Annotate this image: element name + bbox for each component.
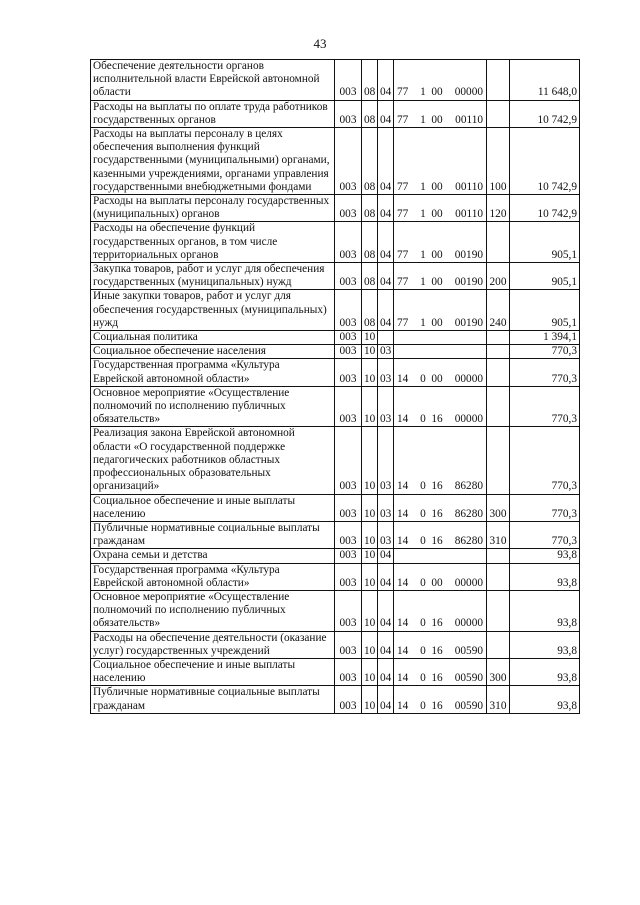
- row-name: Иные закупки товаров, работ и услуг для обеспечения государственных (муниципальных) нужд: [91, 290, 335, 331]
- table-row: [91, 359, 580, 386]
- direction-code: 00190: [454, 248, 483, 261]
- expense-type-code: 310: [487, 686, 510, 713]
- amount: 905,1: [510, 263, 580, 290]
- amount: 770,3: [510, 427, 580, 494]
- amount: 93,8: [510, 563, 580, 590]
- subprogram-code: 1: [420, 276, 426, 289]
- section-code: 08: [362, 128, 378, 195]
- target-article-code: [394, 128, 487, 195]
- program-code: 14: [397, 372, 409, 385]
- event-code: 16: [431, 644, 443, 657]
- subsection-code: 04: [378, 631, 394, 658]
- row-name: Государственная программа «Культура Еврейской автономной области»: [91, 359, 335, 386]
- subsection-code: 03: [378, 345, 394, 359]
- grbs-code: 003: [335, 494, 362, 521]
- target-article-code: [394, 549, 487, 563]
- amount: 93,8: [510, 549, 580, 563]
- expense-type-code: 200: [487, 263, 510, 290]
- subsection-code: 04: [378, 263, 394, 290]
- row-name: Публичные нормативные социальные выплаты гражданам: [91, 686, 335, 713]
- section-code: 10: [362, 359, 378, 386]
- direction-code: 00000: [454, 617, 483, 630]
- row-name: Государственная программа «Культура Еврейской автономной области»: [91, 563, 335, 590]
- amount: 11 648,0: [510, 60, 580, 101]
- table-row: [91, 263, 580, 290]
- section-code: 08: [362, 195, 378, 222]
- budget-table-body: [91, 60, 580, 714]
- program-code: 77: [397, 208, 409, 221]
- direction-code: 00590: [454, 699, 483, 712]
- target-article-code: [394, 427, 487, 494]
- subprogram-code: 0: [420, 699, 426, 712]
- grbs-code: 003: [335, 427, 362, 494]
- subsection-code: 04: [378, 60, 394, 101]
- subsection-code: 03: [378, 386, 394, 427]
- grbs-code: 003: [335, 658, 362, 685]
- row-name: Охрана семьи и детства: [91, 549, 335, 563]
- program-code: 14: [397, 576, 409, 589]
- amount: 93,8: [510, 631, 580, 658]
- section-code: 10: [362, 563, 378, 590]
- subprogram-code: 1: [420, 208, 426, 221]
- expense-type-code: [487, 60, 510, 101]
- program-code: 14: [397, 699, 409, 712]
- subsection-code: 04: [378, 290, 394, 331]
- target-article-code: [394, 521, 487, 548]
- row-name: Расходы на выплаты персоналу в целях обеспечения выполнения функций государственными (муниципальными) органами, казенными учреждениями, органами управления государственными внебюджетными фондами: [91, 128, 335, 195]
- subprogram-code: 1: [420, 180, 426, 193]
- direction-code: 86280: [454, 535, 483, 548]
- amount: 1 394,1: [510, 331, 580, 345]
- program-code: 77: [397, 276, 409, 289]
- amount: 93,8: [510, 590, 580, 631]
- target-article-code: [394, 345, 487, 359]
- subprogram-code: 1: [420, 113, 426, 126]
- event-code: 16: [431, 672, 443, 685]
- table-row: [91, 222, 580, 263]
- subprogram-code: 0: [420, 576, 426, 589]
- row-name: Основное мероприятие «Осуществление полномочий по исполнению публичных обязательств»: [91, 386, 335, 427]
- subsection-code: 03: [378, 494, 394, 521]
- target-article-code: [394, 386, 487, 427]
- section-code: 08: [362, 100, 378, 127]
- amount: 770,3: [510, 386, 580, 427]
- grbs-code: 003: [335, 345, 362, 359]
- grbs-code: 003: [335, 359, 362, 386]
- expense-type-code: 300: [487, 494, 510, 521]
- program-code: 14: [397, 507, 409, 520]
- direction-code: 00000: [454, 576, 483, 589]
- event-code: 16: [431, 617, 443, 630]
- target-article-code: [394, 195, 487, 222]
- direction-code: 00590: [454, 672, 483, 685]
- expense-type-code: [487, 590, 510, 631]
- subprogram-code: 1: [420, 248, 426, 261]
- row-name: Социальная политика: [91, 331, 335, 345]
- table-row: [91, 60, 580, 101]
- event-code: 00: [431, 372, 443, 385]
- direction-code: 00000: [454, 413, 483, 426]
- expense-type-code: 100: [487, 128, 510, 195]
- section-code: 10: [362, 686, 378, 713]
- subsection-code: 04: [378, 686, 394, 713]
- expense-type-code: [487, 100, 510, 127]
- subprogram-code: 0: [420, 480, 426, 493]
- program-code: 77: [397, 316, 409, 329]
- target-article-code: [394, 100, 487, 127]
- program-code: 14: [397, 413, 409, 426]
- event-code: 00: [431, 180, 443, 193]
- row-name: Социальное обеспечение и иные выплаты населению: [91, 658, 335, 685]
- amount: 905,1: [510, 290, 580, 331]
- expense-type-code: [487, 631, 510, 658]
- grbs-code: 003: [335, 263, 362, 290]
- target-article-code: [394, 263, 487, 290]
- expense-type-code: [487, 549, 510, 563]
- subprogram-code: 0: [420, 617, 426, 630]
- event-code: 00: [431, 276, 443, 289]
- amount: 10 742,9: [510, 195, 580, 222]
- event-code: 16: [431, 699, 443, 712]
- section-code: 08: [362, 263, 378, 290]
- amount: 93,8: [510, 686, 580, 713]
- subprogram-code: 0: [420, 372, 426, 385]
- section-code: 10: [362, 345, 378, 359]
- row-name: Социальное обеспечение населения: [91, 345, 335, 359]
- row-name: Расходы на выплаты персоналу государственных (муниципальных) органов: [91, 195, 335, 222]
- event-code: 16: [431, 480, 443, 493]
- section-code: 10: [362, 631, 378, 658]
- direction-code: 00110: [455, 113, 483, 126]
- subsection-code: 04: [378, 100, 394, 127]
- row-name: Закупка товаров, работ и услуг для обеспечения государственных (муниципальных) нужд: [91, 263, 335, 290]
- grbs-code: 003: [335, 222, 362, 263]
- table-row: [91, 345, 580, 359]
- direction-code: 00000: [454, 372, 483, 385]
- subprogram-code: 0: [420, 535, 426, 548]
- table-row: [91, 658, 580, 685]
- target-article-code: [394, 60, 487, 101]
- section-code: 08: [362, 222, 378, 263]
- table-row: [91, 686, 580, 713]
- target-article-code: [394, 359, 487, 386]
- target-article-code: [394, 686, 487, 713]
- subsection-code: 04: [378, 563, 394, 590]
- table-row: [91, 128, 580, 195]
- direction-code: 00190: [454, 276, 483, 289]
- expense-type-code: [487, 563, 510, 590]
- direction-code: 00110: [455, 180, 483, 193]
- target-article-code: [394, 631, 487, 658]
- expense-type-code: [487, 222, 510, 263]
- target-article-code: [394, 590, 487, 631]
- row-name: Основное мероприятие «Осуществление полномочий по исполнению публичных обязательств»: [91, 590, 335, 631]
- table-row: [91, 521, 580, 548]
- grbs-code: 003: [335, 195, 362, 222]
- amount: 905,1: [510, 222, 580, 263]
- table-row: [91, 590, 580, 631]
- grbs-code: 003: [335, 590, 362, 631]
- row-name: Обеспечение деятельности органов исполнительной власти Еврейской автономной области: [91, 60, 335, 101]
- event-code: 00: [431, 576, 443, 589]
- grbs-code: 003: [335, 331, 362, 345]
- program-code: 77: [397, 113, 409, 126]
- expense-type-code: [487, 427, 510, 494]
- amount: 10 742,9: [510, 100, 580, 127]
- program-code: 14: [397, 644, 409, 657]
- expense-type-code: 310: [487, 521, 510, 548]
- row-name: Расходы на обеспечение деятельности (оказание услуг) государственных учреждений: [91, 631, 335, 658]
- amount: 93,8: [510, 658, 580, 685]
- section-code: 10: [362, 590, 378, 631]
- row-name: Расходы на выплаты по оплате труда работников государственных органов: [91, 100, 335, 127]
- table-row: [91, 386, 580, 427]
- expense-type-code: 120: [487, 195, 510, 222]
- direction-code: 00110: [455, 208, 483, 221]
- grbs-code: 003: [335, 549, 362, 563]
- row-name: Реализация закона Еврейской автономной области «О государственной поддержке педагогических работников областных профессиональных образовательных организаций»: [91, 427, 335, 494]
- program-code: 77: [397, 248, 409, 261]
- budget-table: [90, 59, 580, 714]
- direction-code: 86280: [454, 507, 483, 520]
- amount: 10 742,9: [510, 128, 580, 195]
- table-row: [91, 631, 580, 658]
- subsection-code: 03: [378, 521, 394, 548]
- section-code: 10: [362, 658, 378, 685]
- event-code: 16: [431, 507, 443, 520]
- page-number: 43: [313, 36, 327, 51]
- grbs-code: 003: [335, 521, 362, 548]
- grbs-code: 003: [335, 386, 362, 427]
- program-code: 14: [397, 617, 409, 630]
- expense-type-code: [487, 359, 510, 386]
- target-article-code: [394, 563, 487, 590]
- expense-type-code: 240: [487, 290, 510, 331]
- event-code: 00: [431, 248, 443, 261]
- row-name: Социальное обеспечение и иные выплаты населению: [91, 494, 335, 521]
- target-article-code: [394, 331, 487, 345]
- table-row: [91, 563, 580, 590]
- subsection-code: 04: [378, 658, 394, 685]
- table-row: [91, 195, 580, 222]
- section-code: 10: [362, 427, 378, 494]
- table-row: [91, 290, 580, 331]
- direction-code: 00190: [454, 316, 483, 329]
- section-code: 10: [362, 549, 378, 563]
- event-code: 00: [431, 113, 443, 126]
- amount: 770,3: [510, 494, 580, 521]
- table-row: [91, 549, 580, 563]
- grbs-code: 003: [335, 686, 362, 713]
- event-code: 00: [431, 86, 443, 99]
- program-code: 14: [397, 535, 409, 548]
- grbs-code: 003: [335, 128, 362, 195]
- program-code: 77: [397, 180, 409, 193]
- direction-code: 86280: [454, 480, 483, 493]
- subsection-code: 04: [378, 195, 394, 222]
- subsection-code: 04: [378, 590, 394, 631]
- event-code: 00: [431, 208, 443, 221]
- subprogram-code: 0: [420, 507, 426, 520]
- subprogram-code: 0: [420, 644, 426, 657]
- event-code: 00: [431, 316, 443, 329]
- target-article-code: [394, 494, 487, 521]
- section-code: 10: [362, 331, 378, 345]
- grbs-code: 003: [335, 60, 362, 101]
- expense-type-code: [487, 386, 510, 427]
- section-code: 10: [362, 494, 378, 521]
- target-article-code: [394, 222, 487, 263]
- table-row: [91, 427, 580, 494]
- grbs-code: 003: [335, 100, 362, 127]
- subsection-code: 04: [378, 128, 394, 195]
- expense-type-code: [487, 331, 510, 345]
- grbs-code: 003: [335, 290, 362, 331]
- table-row: [91, 494, 580, 521]
- subsection-code: 04: [378, 549, 394, 563]
- expense-type-code: [487, 345, 510, 359]
- subprogram-code: 1: [420, 316, 426, 329]
- subsection-code: 04: [378, 222, 394, 263]
- subprogram-code: 0: [420, 672, 426, 685]
- target-article-code: [394, 290, 487, 331]
- grbs-code: 003: [335, 563, 362, 590]
- event-code: 16: [431, 413, 443, 426]
- table-row: [91, 100, 580, 127]
- section-code: 08: [362, 290, 378, 331]
- section-code: 10: [362, 521, 378, 548]
- subsection-code: 03: [378, 359, 394, 386]
- subprogram-code: 1: [420, 86, 426, 99]
- row-name: Расходы на обеспечение функций государственных органов, в том числе территориальных органов: [91, 222, 335, 263]
- subprogram-code: 0: [420, 413, 426, 426]
- amount: 770,3: [510, 359, 580, 386]
- expense-type-code: 300: [487, 658, 510, 685]
- subsection-code: [378, 331, 394, 345]
- amount: 770,3: [510, 345, 580, 359]
- row-name: Публичные нормативные социальные выплаты гражданам: [91, 521, 335, 548]
- direction-code: 00590: [454, 644, 483, 657]
- program-code: 14: [397, 672, 409, 685]
- grbs-code: 003: [335, 631, 362, 658]
- event-code: 16: [431, 535, 443, 548]
- subsection-code: 03: [378, 427, 394, 494]
- section-code: 10: [362, 386, 378, 427]
- direction-code: 00000: [454, 86, 483, 99]
- program-code: 77: [397, 86, 409, 99]
- table-row: [91, 331, 580, 345]
- section-code: 08: [362, 60, 378, 101]
- program-code: 14: [397, 480, 409, 493]
- target-article-code: [394, 658, 487, 685]
- amount: 770,3: [510, 521, 580, 548]
